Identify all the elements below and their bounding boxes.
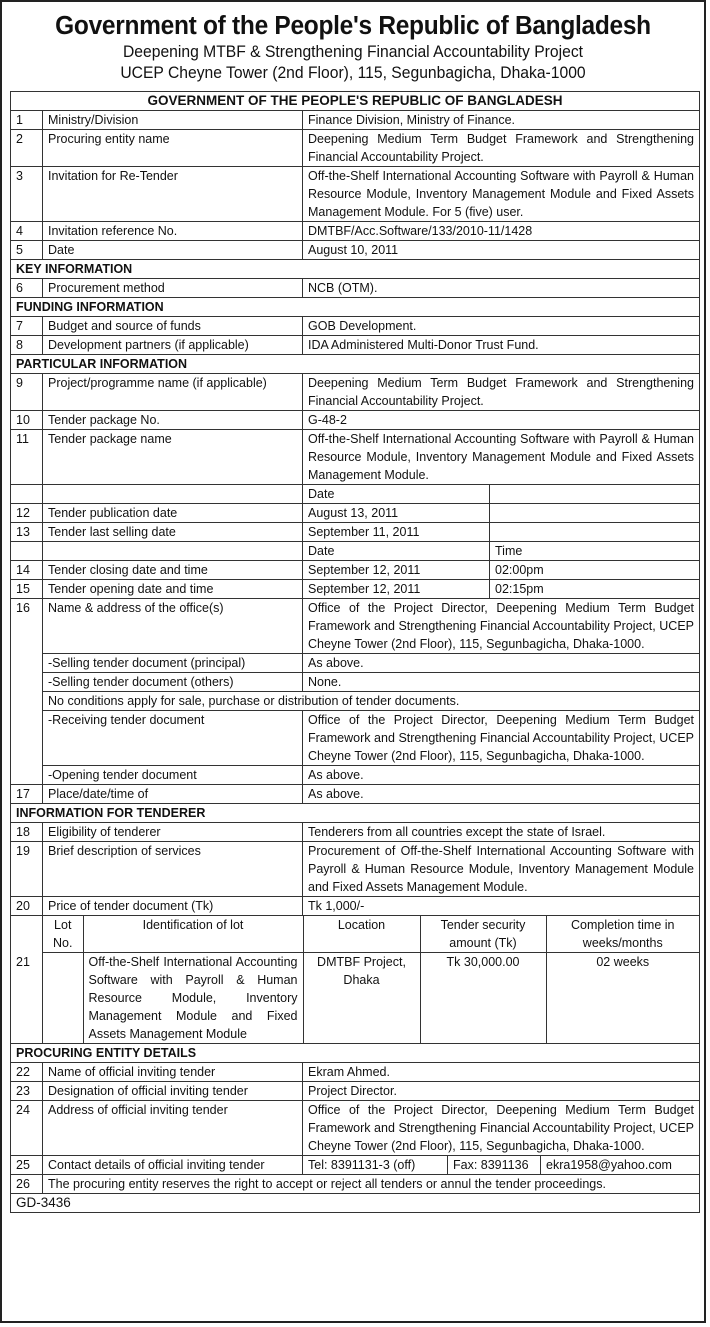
table-row: 18 Eligibility of tenderer Tenderers from all countries except the state of Israel. [11, 823, 700, 842]
table-row: -Opening tender document As above. [11, 766, 700, 785]
table-title: GOVERNMENT OF THE PEOPLE'S REPUBLIC OF BANGLADESH [11, 92, 700, 111]
section-heading: PARTICULAR INFORMATION [11, 355, 700, 374]
notice-header [2, 2, 704, 83]
table-row: 13 Tender last selling date September 11, 2011 [11, 523, 700, 542]
section-heading: INFORMATION FOR TENDERER [11, 804, 700, 823]
table-row: 16 Name & address of the office(s) Office of the Project Director, Deepening Medium Term Budget Framework and Strengthening Financial Accountability Project, UCEP Cheyne Tower (2nd Floor), 115, Segunbagicha, Dhaka-1000. [11, 599, 700, 654]
table-row: 8 Development partners (if applicable) IDA Administered Multi-Donor Trust Fund. [11, 336, 700, 355]
table-row: No conditions apply for sale, purchase or distribution of tender documents. [11, 692, 700, 711]
table-row: -Selling tender document (others) None. [11, 673, 700, 692]
header-address: UCEP Cheyne Tower (2nd Floor), 115, Segunbagicha, Dhaka-1000 [120, 64, 586, 83]
table-row: -Receiving tender document Office of the Project Director, Deepening Medium Term Budget Framework and Strengthening Financial Accountability Project, UCEP Cheyne Tower (2nd Floor), 115, Segunbagicha, Dhaka-1000. [11, 711, 700, 766]
table-row: 23 Designation of official inviting tender Project Director. [11, 1082, 700, 1101]
notice-table [10, 91, 700, 1213]
table-row: 11 Tender package name Off-the-Shelf International Accounting Software with Payroll & Human Resource Module, Inventory Management Module and Fixed Assets Management Module. [11, 430, 700, 485]
date-header-row: Date [11, 485, 700, 504]
table-row: 4 Invitation reference No. DMTBF/Acc.Software/133/2010-11/1428 [11, 222, 700, 241]
table-row: 26 The procuring entity reserves the right to accept or reject all tenders or annul the tender proceedings. [11, 1175, 700, 1194]
table-row: 19 Brief description of services Procurement of Off-the-Shelf International Accounting Software with Payroll & Human Resource Module, Inventory Management Module and Fixed Assets Management Module. [11, 842, 700, 897]
table-row: -Selling tender document (principal) As above. [11, 654, 700, 673]
lot-table-row: 21 Off-the-Shelf International Accounting Software with Payroll & Human Resource Module, Inventory Management Module and Fixed Assets Management Module DMTBF Project, Dhaka Tk 30,000.00 02 weeks [11, 953, 700, 1044]
table-row: 1 Ministry/Division Finance Division, Ministry of Finance. [11, 111, 700, 130]
table-row: 17 Place/date/time of As above. [11, 785, 700, 804]
header-project: Deepening MTBF & Strengthening Financial Accountability Project [122, 43, 584, 62]
table-row: 3 Invitation for Re-Tender Off-the-Shelf International Accounting Software with Payroll & Human Resource Module, Inventory Management Module and Fixed Assets Management Module. For 5 (five) user. [11, 167, 700, 222]
table-row: 25 Contact details of official inviting tender Tel: 8391131-3 (off) Fax: 8391136 ekra1958@yahoo.com [11, 1156, 700, 1175]
table-row: 10 Tender package No. G-48-2 [11, 411, 700, 430]
footer-code: GD-3436 [11, 1194, 700, 1213]
table-row: 7 Budget and source of funds GOB Development. [11, 317, 700, 336]
table-row: 9 Project/programme name (if applicable) Deepening Medium Term Budget Framework and Strengthening Financial Accountability Project. [11, 374, 700, 411]
table-row: 14 Tender closing date and time September 12, 2011 02:00pm [11, 561, 700, 580]
table-row: 22 Name of official inviting tender Ekram Ahmed. [11, 1063, 700, 1082]
section-heading: FUNDING INFORMATION [11, 298, 700, 317]
table-row: 12 Tender publication date August 13, 2011 [11, 504, 700, 523]
header-title: Government of the People's Republic of Bangladesh [55, 12, 651, 40]
section-heading: PROCURING ENTITY DETAILS [11, 1044, 700, 1063]
lot-table-header: Lot No. Identification of lot Location Tender security amount (Tk) Completion time in weeks/months [11, 916, 700, 953]
table-row: 6 Procurement method NCB (OTM). [11, 279, 700, 298]
table-row: 5 Date August 10, 2011 [11, 241, 700, 260]
table-row: 20 Price of tender document (Tk) Tk 1,000/- [11, 897, 700, 916]
table-row: 2 Procuring entity name Deepening Medium Term Budget Framework and Strengthening Financial Accountability Project. [11, 130, 700, 167]
table-row: 24 Address of official inviting tender Office of the Project Director, Deepening Medium Term Budget Framework and Strengthening Financial Accountability Project, UCEP Cheyne Tower (2nd Floor), 115, Segunbagicha, Dhaka-1000. [11, 1101, 700, 1156]
table-row: 15 Tender opening date and time September 12, 2011 02:15pm [11, 580, 700, 599]
date-time-header-row: Date Time [11, 542, 700, 561]
section-heading: KEY INFORMATION [11, 260, 700, 279]
